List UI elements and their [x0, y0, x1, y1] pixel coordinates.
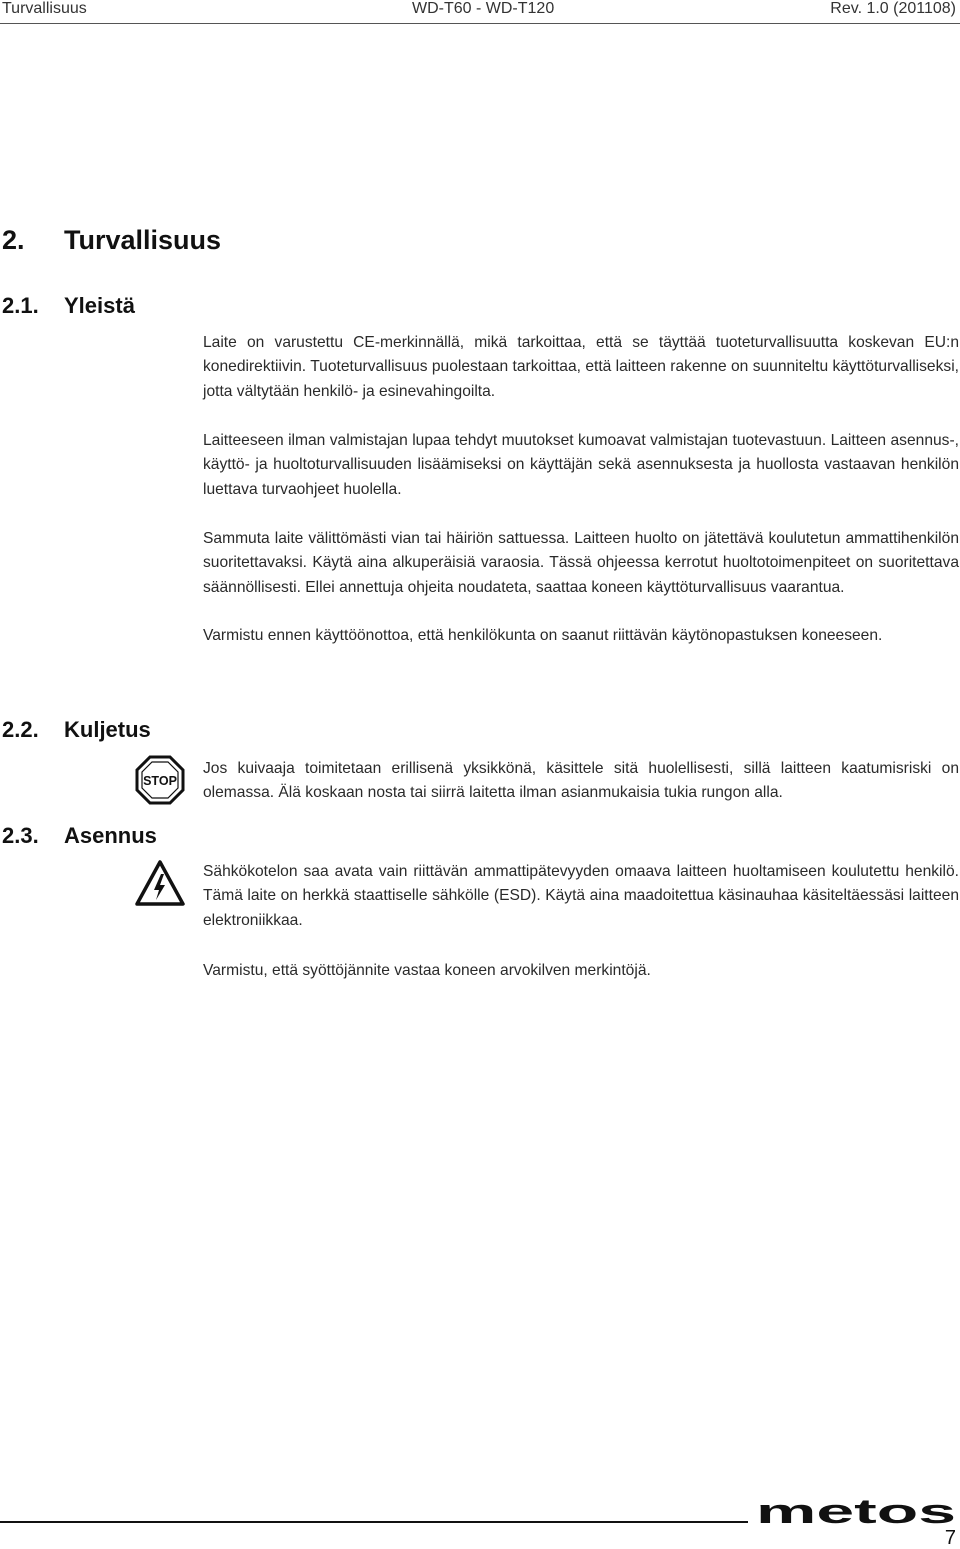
logo-text: metos: [756, 1500, 956, 1524]
section-title: Yleistä: [64, 293, 135, 318]
paragraph-modifications: Laitteeseen ilman valmistajan lupaa tehdyt muutokset kumoavat valmistajan tuotevastuun. Laitteen asennus-, käyttö- ja huoltoturvallisuuden lisäämiseksi on käyttäjän sekä asennuksesta ja huollosta vastaavan henkilön luettava turvaohjeet huolella.: [203, 432, 959, 498]
page-number: 7: [944, 1527, 956, 1549]
stop-sign-text: STOP: [143, 774, 177, 788]
paragraph-malfunction: Sammuta laite välittömästi vian tai häiriön sattuessa. Laitteen huolto on jätettävä koulutetun ammattihenkilön suoritettavaksi. Käytä aina alkuperäisiä varaosia. Tässä ohjeessa kerrotut huoltotoimenpiteet on suoritettava säännöllisesti. Ellei annettuja ohjeita noudateta, saattaa koneen käyttöturvallisuus vaarantua.: [203, 530, 959, 596]
section-number: 2.2.: [2, 717, 39, 742]
section-heading-transport: [2, 717, 151, 743]
paragraph-transport: Jos kuivaaja toimitetaan erillisenä yksikkönä, käsittele sitä huolellisesti, sillä laitteen kaatumisriski on olemassa. Älä koskaan nosta tai siirrä laitetta ilman asianmukaisia tukia rungon alla.: [203, 760, 959, 802]
chapter-number: 2.: [2, 225, 25, 255]
chapter-title: Turvallisuus: [64, 225, 222, 255]
stop-sign-icon: [135, 755, 185, 805]
paragraph-supply-voltage: Varmistu, että syöttöjännite vastaa koneen arvokilven merkintöjä.: [203, 962, 651, 979]
paragraph-electrical-box: Sähkökotelon saa avata vain riittävän ammattipätevyyden omaava laitteen huoltamiseen koulutettu henkilö. Tämä laite on herkkä staattiselle sähkölle (ESD). Käytä aina maadoitettua käsinauhaa käsiteltäessäsi laitteen elektroniikkaa.: [203, 863, 959, 929]
metos-logo: [754, 1500, 958, 1524]
header-model: WD-T60 - WD-T120: [412, 0, 555, 17]
section-title: Kuljetus: [64, 717, 151, 742]
paragraph-ce-marking: Laite on varustettu CE-merkinnällä, mikä tarkoittaa, että se täyttää tuoteturvallisuutta koskevan EU:n konedirektiivin. Tuoteturvallisuus puolestaan tarkoittaa, että laitteen rakenne on suunniteltu käyttöturvalliseksi, jotta vältytään henkilö- ja esinevahingoilta.: [203, 334, 959, 400]
section-heading-general: [2, 293, 135, 319]
header-document-title: Turvallisuus: [2, 0, 87, 17]
header-revision: Rev. 1.0 (201108): [830, 0, 956, 17]
high-voltage-warning-icon: [134, 859, 186, 907]
section-title: Asennus: [64, 823, 157, 848]
header-divider: [0, 23, 960, 24]
section-number: 2.1.: [2, 293, 39, 318]
chapter-heading: [2, 224, 221, 256]
section-number: 2.3.: [2, 823, 39, 848]
section-heading-installation: [2, 823, 157, 849]
paragraph-training: Varmistu ennen käyttöönottoa, että henkilökunta on saanut riittävän käytönopastuksen koneeseen.: [203, 627, 883, 644]
footer-divider: [0, 1521, 748, 1523]
